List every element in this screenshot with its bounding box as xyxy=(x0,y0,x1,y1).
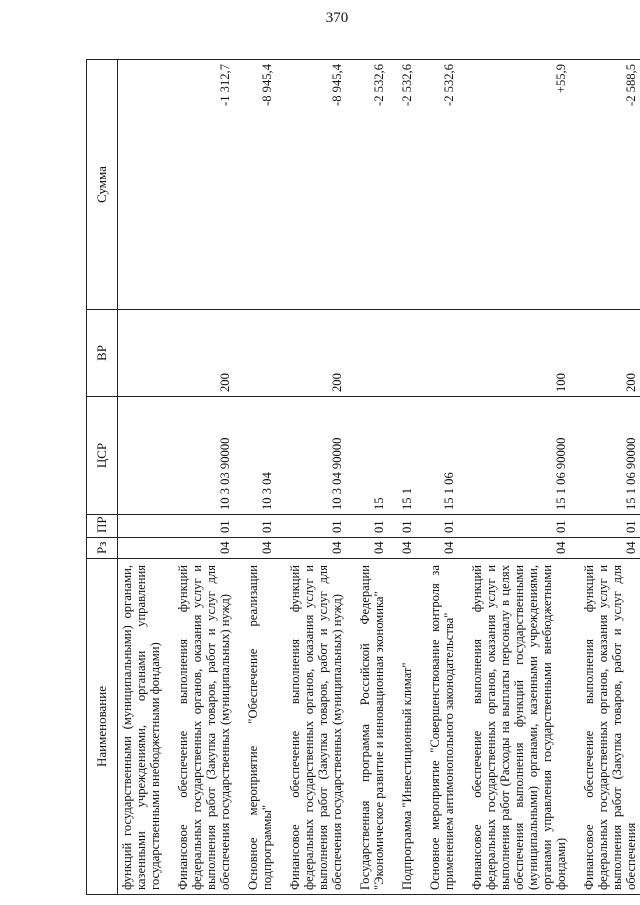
table-row xyxy=(244,60,276,895)
row-csr xyxy=(118,397,165,515)
table-row xyxy=(286,60,346,895)
row-csr: 10 3 04 90000 xyxy=(286,397,346,515)
row-rz: 04 xyxy=(174,538,234,559)
row-vr: 200 xyxy=(286,310,346,397)
row-pr: 01 xyxy=(356,515,388,538)
header-sum: Сумма xyxy=(87,60,118,310)
row-vr xyxy=(426,310,458,397)
row-csr: 15 1 06 90000 xyxy=(468,397,570,515)
row-spacer xyxy=(388,60,398,895)
row-rz: 04 xyxy=(468,538,570,559)
row-vr xyxy=(244,310,276,397)
row-rz: 04 xyxy=(580,538,640,559)
row-sum: -2 588,5 xyxy=(580,60,640,310)
row-pr: 01 xyxy=(286,515,346,538)
row-name: Основное мероприятие "Обеспечение реализации подпрограммы" xyxy=(244,559,276,895)
table-row xyxy=(356,60,388,895)
header-vr: ВР xyxy=(87,310,118,397)
row-name: функций государственными (муниципальными) органами, казенными учреждениями, органами управления государственными внебюджетными фондами) xyxy=(118,559,165,895)
row-csr: 15 1 xyxy=(398,397,416,515)
table-row xyxy=(468,60,570,895)
row-name: Финансовое обеспечение выполнения функций федеральных государственных органов, оказания услуг и выполнения работ (Закупка товаров, работ и услуг для обеспечения государственных (муниципальных) нужд) xyxy=(174,559,234,895)
row-rz: 04 xyxy=(398,538,416,559)
row-vr xyxy=(398,310,416,397)
row-name: Подпрограмма "Инвестиционный климат" xyxy=(398,559,416,895)
row-pr: 01 xyxy=(580,515,640,538)
row-pr: 01 xyxy=(398,515,416,538)
budget-table-rotated xyxy=(86,60,638,895)
row-csr: 10 3 03 90000 xyxy=(174,397,234,515)
row-rz: 04 xyxy=(426,538,458,559)
budget-table xyxy=(86,59,640,895)
table-row xyxy=(174,60,234,895)
row-csr: 15 1 06 90000 xyxy=(580,397,640,515)
row-vr xyxy=(356,310,388,397)
row-rz: 04 xyxy=(244,538,276,559)
header-name: Наименование xyxy=(87,559,118,895)
table-row xyxy=(118,60,165,895)
row-spacer xyxy=(234,60,244,895)
row-spacer xyxy=(276,60,286,895)
row-name: Финансовое обеспечение выполнения функций федеральных государственных органов, оказания услуг и выполнения работ (Закупка товаров, работ и услуг для обеспечения xyxy=(580,559,640,895)
header-rz: Рз xyxy=(87,538,118,559)
row-pr xyxy=(118,515,165,538)
table-row xyxy=(398,60,416,895)
row-sum: -2 532,6 xyxy=(356,60,388,310)
table-row xyxy=(426,60,458,895)
row-name: Государственная программа Российской Федерации "Экономическое развитие и инновационная экономика" xyxy=(356,559,388,895)
row-sum: +55,9 xyxy=(468,60,570,310)
row-spacer xyxy=(416,60,426,895)
row-sum: -8 945,4 xyxy=(244,60,276,310)
row-name: Финансовое обеспечение выполнения функций федеральных государственных органов, оказания услуг и выполнения работ (Расходы на выплаты персоналу в целях обеспечения выполнения функций государственными (муниципальными) органами, казенными учреждениями, органами управления государственными внебюджетными фондами) xyxy=(468,559,570,895)
row-vr: 100 xyxy=(468,310,570,397)
table-header-row xyxy=(87,60,118,895)
row-name: Финансовое обеспечение выполнения функций федеральных государственных органов, оказания услуг и выполнения работ (Закупка товаров, работ и услуг для обеспечения государственных (муниципальных) нужд) xyxy=(286,559,346,895)
row-spacer xyxy=(570,60,580,895)
row-rz: 04 xyxy=(286,538,346,559)
row-spacer xyxy=(458,60,468,895)
row-pr: 01 xyxy=(244,515,276,538)
row-sum: -2 532,6 xyxy=(426,60,458,310)
header-pr: ПР xyxy=(87,515,118,538)
row-spacer xyxy=(346,60,356,895)
row-sum xyxy=(118,60,165,310)
row-spacer xyxy=(164,60,174,895)
row-name: Основное мероприятие "Совершенствование контроля за применением антимонопольного законодательства" xyxy=(426,559,458,895)
row-sum: -1 312,7 xyxy=(174,60,234,310)
row-vr: 200 xyxy=(174,310,234,397)
row-csr: 10 3 04 xyxy=(244,397,276,515)
row-rz xyxy=(118,538,165,559)
row-vr xyxy=(118,310,165,397)
header-csr: ЦСР xyxy=(87,397,118,515)
row-sum: -8 945,4 xyxy=(286,60,346,310)
row-pr: 01 xyxy=(426,515,458,538)
row-vr: 200 xyxy=(580,310,640,397)
row-csr: 15 xyxy=(356,397,388,515)
row-sum: -2 532,6 xyxy=(398,60,416,310)
row-csr: 15 1 06 xyxy=(426,397,458,515)
row-rz: 04 xyxy=(356,538,388,559)
row-pr: 01 xyxy=(174,515,234,538)
row-pr: 01 xyxy=(468,515,570,538)
table-row xyxy=(580,60,640,895)
page-number: 370 xyxy=(325,10,349,26)
